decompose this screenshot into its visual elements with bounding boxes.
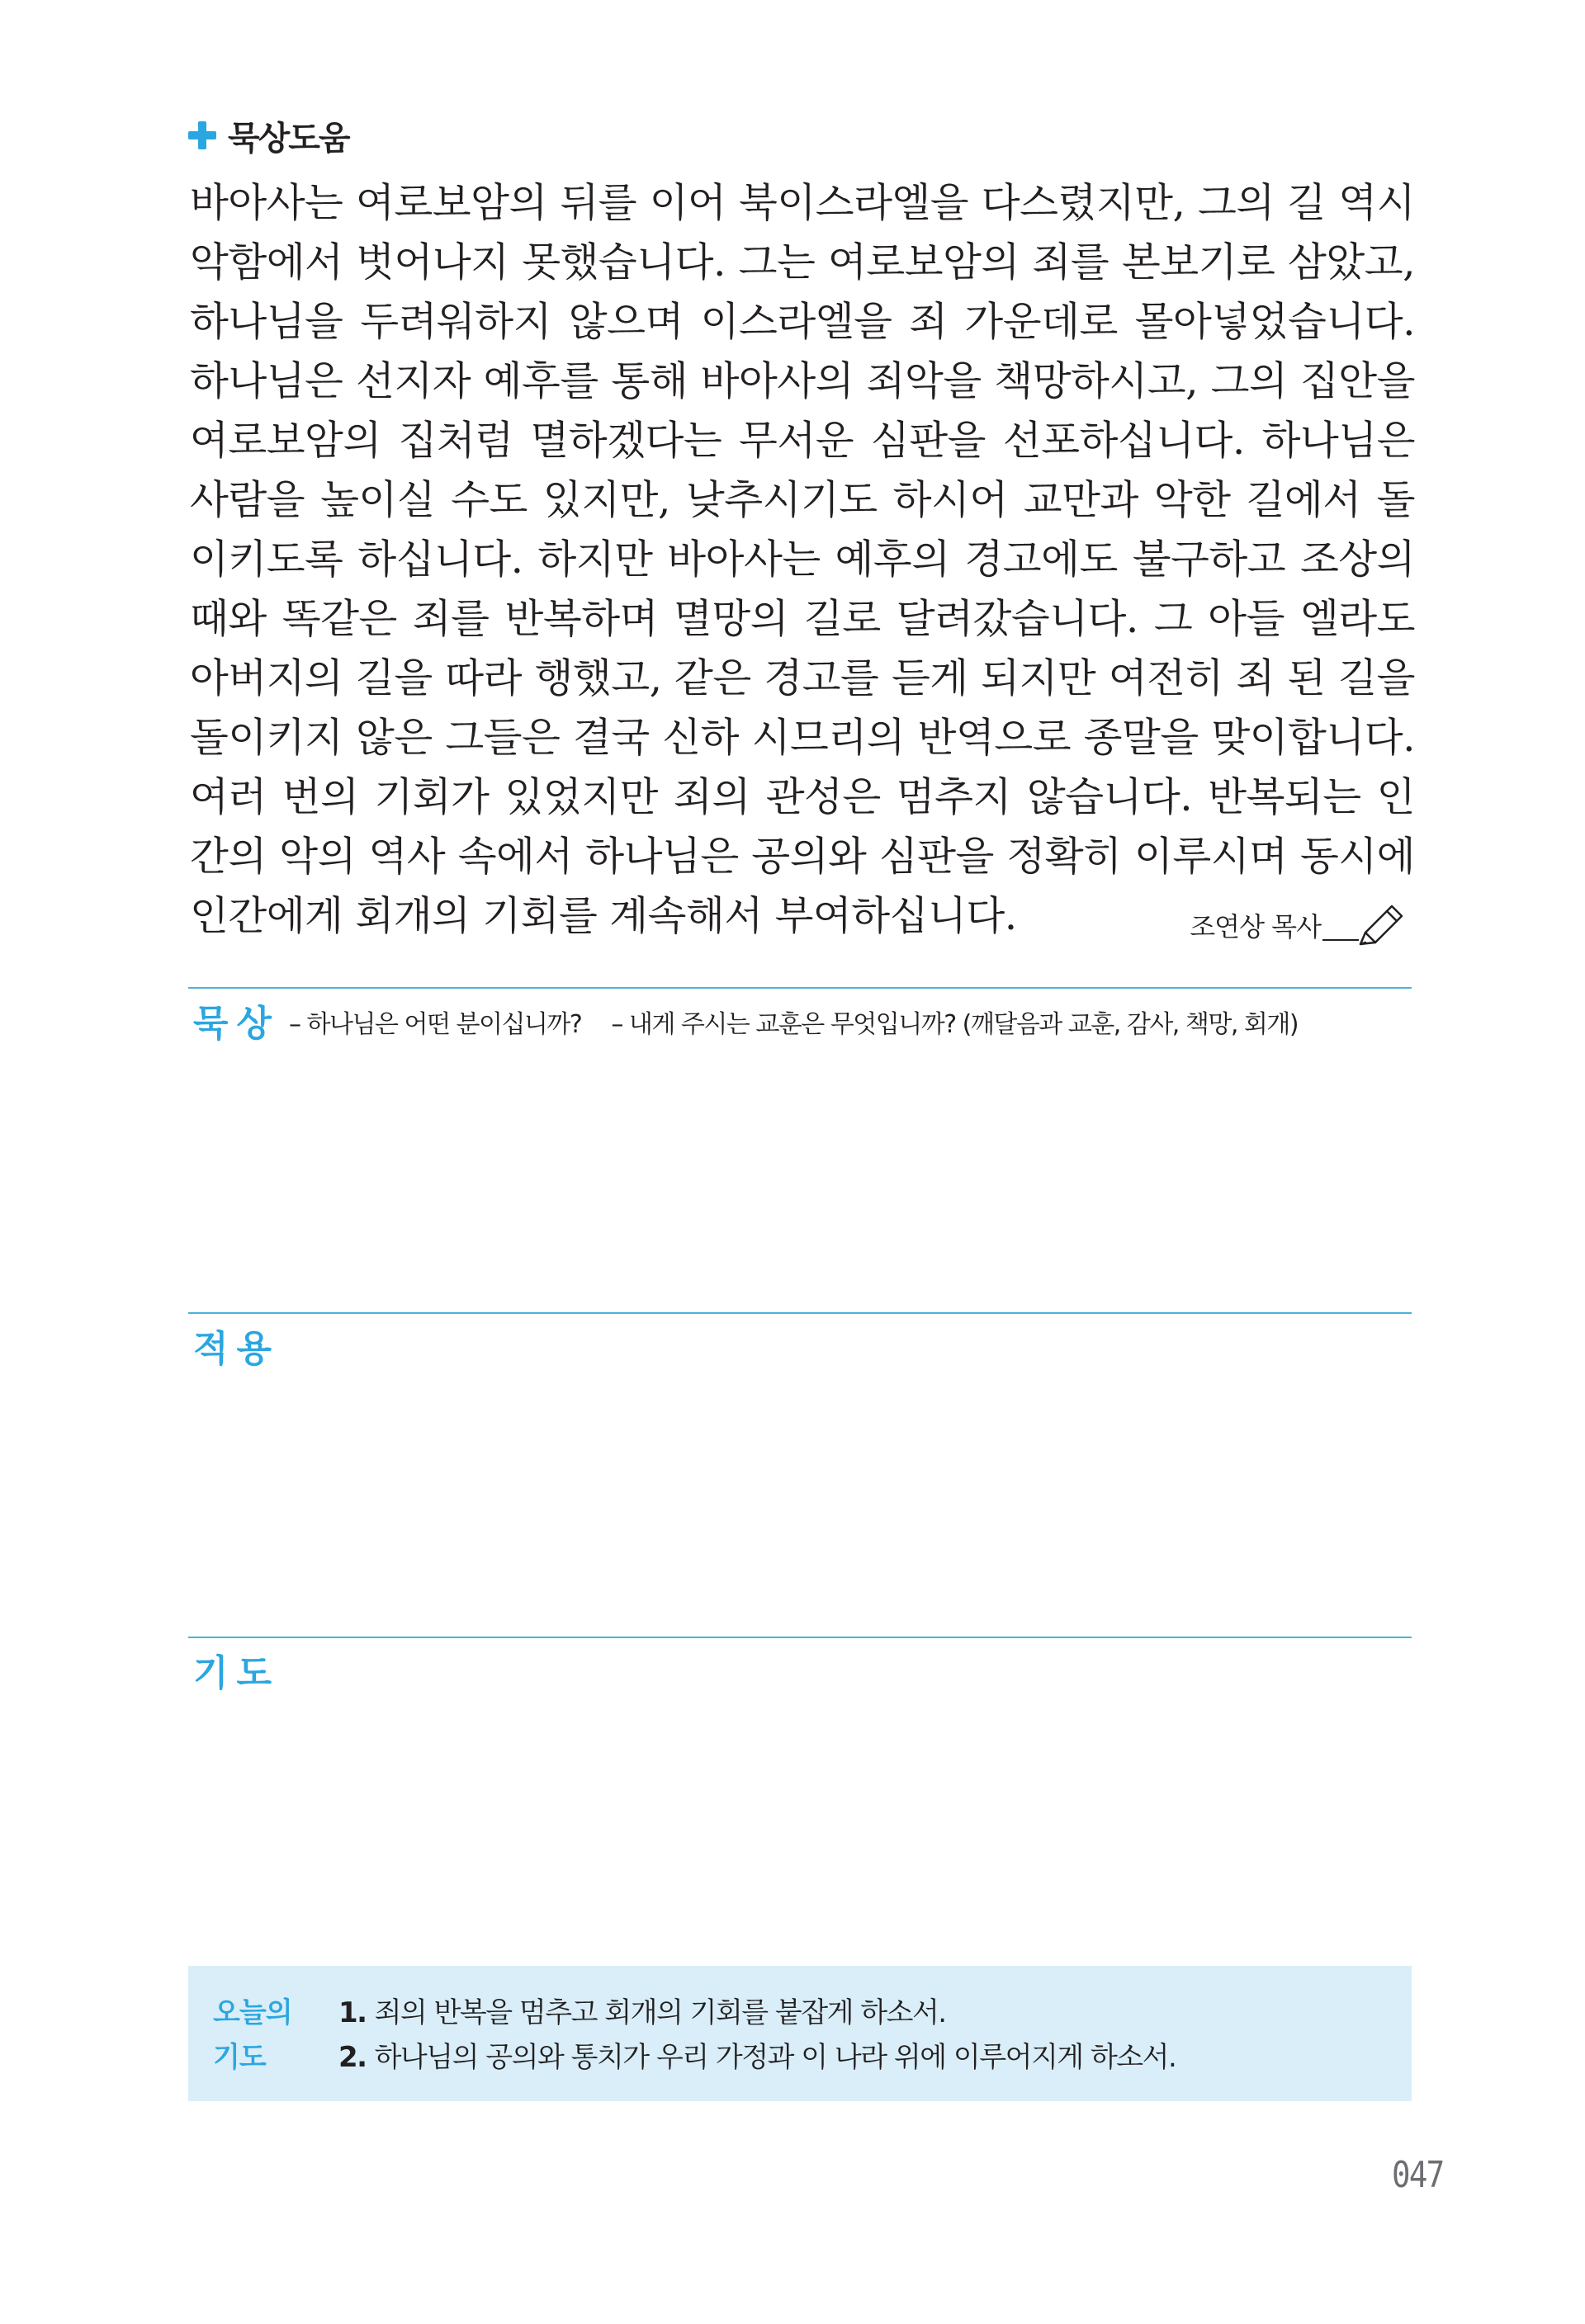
prayer-item-text: 죄의 반복을 멈추고 회개의 기회를 붙잡게 하소서. xyxy=(374,1996,946,2029)
todays-prayer-list xyxy=(338,1991,1176,2080)
prayer-item-text: 하나님의 공의와 통치가 우리 가정과 이 나라 위에 이루어지게 하소서. xyxy=(374,2041,1176,2074)
meditation-prompt-1: – 하나님은 어떤 분이십니까? xyxy=(289,1010,582,1039)
todays-prayer-label-line2: 기도 xyxy=(213,2041,266,2074)
author-name: 조연상 목사 xyxy=(1190,911,1321,942)
prayer-label: 기도 xyxy=(193,1652,281,1694)
todays-prayer-label-line1: 오늘의 xyxy=(213,1996,292,2029)
section-heading xyxy=(188,112,349,158)
page-number: 047 xyxy=(1391,2154,1443,2196)
meditation-prompt-2: – 내게 주시는 교훈은 무엇입니까? (깨달음과 교훈, 감사, 책망, 회개) xyxy=(611,1010,1299,1039)
prayer-item-number: 2. xyxy=(338,2041,367,2074)
application-divider xyxy=(188,1312,1412,1314)
todays-prayer-label xyxy=(213,1991,304,2080)
meditation-help-paragraph: 바아사는 여로보암의 뒤를 이어 북이스라엘을 다스렸지만, 그의 길 역시 악함에서 벗어나지 못했습니다. 그는 여로보암의 죄를 본보기로 삼았고, 하나님을 두려워하지 않으며 이스라엘을 죄 가운데로 몰아넣었습니다. 하나님은 선지자 예후를 통해 바아사의 죄악을 책망하시고, 그의 집안을 여로보암의 집처럼 멸하겠다는 무서운 심판을 선포하십니다. 하나님은 사람을 높이실 수도 있지만, 낮추시기도 하시어 교만과 악한 길에서 돌이키도록 하십니다. 하지만 바아사는 예후의 경고에도 불구하고 조상의 때와 똑같은 죄를 반복하며 멸망의 길로 달려갔습니다. 그 아들 엘라도 아버지의 길을 따라 행했고, 같은 경고를 듣게 되지만 여전히 죄 된 길을 돌이키지 않은 그들은 결국 신하 시므리의 반역으로 종말을 맞이합니다. 여러 번의 기회가 있었지만 죄의 관성은 멈추지 않습니다. 반복되는 인간의 악의 역사 속에서 하나님은 공의와 심판을 정확히 이루시며 동시에 인간에게 회개의 기회를 계속해서 부여하십니다. xyxy=(190,180,1415,939)
list-item xyxy=(338,1991,1176,2035)
meditation-label: 묵상 xyxy=(193,1003,281,1045)
meditation-prompts xyxy=(289,1004,1298,1040)
pencil-icon xyxy=(1354,901,1407,951)
prayer-item-number: 1. xyxy=(338,1996,367,2029)
plus-icon xyxy=(188,121,216,149)
todays-prayer-box xyxy=(188,1966,1412,2101)
prayer-divider xyxy=(188,1637,1412,1638)
meditation-divider xyxy=(188,987,1412,989)
heading-title: 묵상도움 xyxy=(228,119,349,158)
author-signature xyxy=(1190,901,1407,951)
application-label: 적용 xyxy=(193,1328,281,1370)
list-item xyxy=(338,2035,1176,2080)
